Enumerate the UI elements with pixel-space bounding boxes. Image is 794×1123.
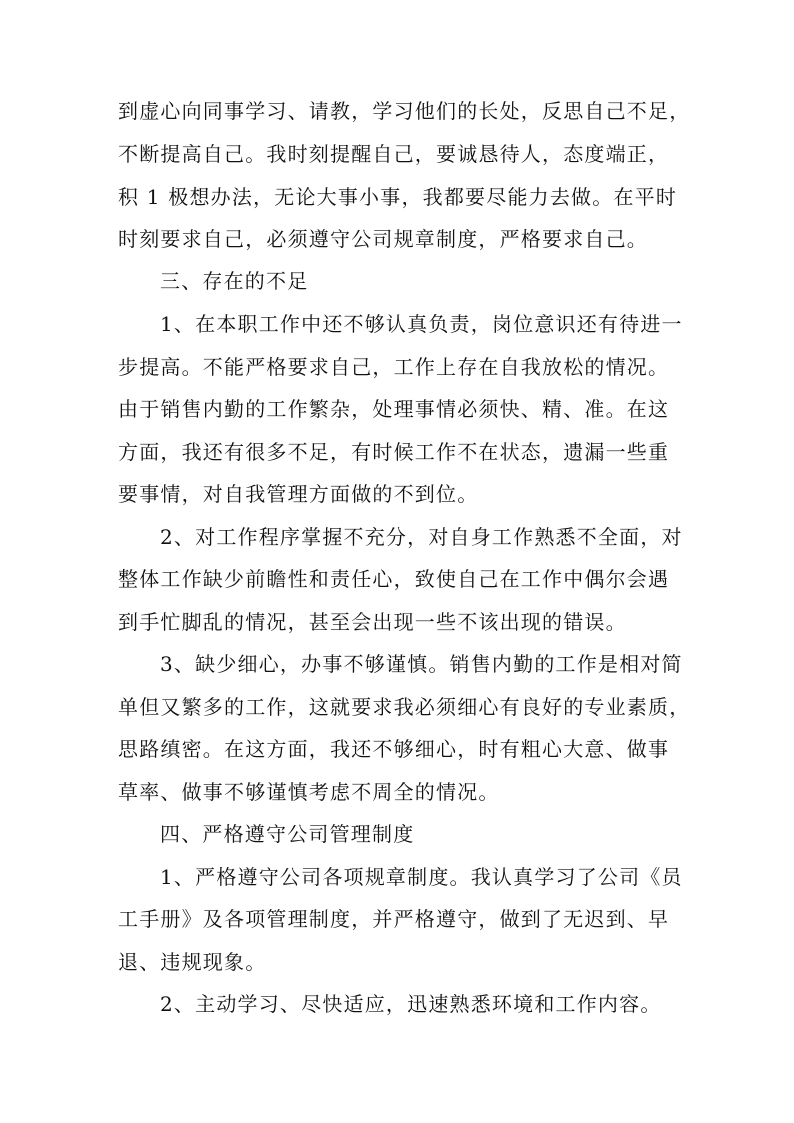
text-line: 积 1 极想办法，无论大事小事，我都要尽能力去做。在平时 [118, 185, 678, 209]
text-line: 草率、做事不够谨慎考虑不周全的情况。 [118, 780, 500, 804]
paragraph-start: 2、对工作程序掌握不充分，对自身工作熟悉不全面，对 [160, 525, 683, 549]
paragraph-start: 1、严格遵守公司各项规章制度。我认真学习了公司《员 [160, 865, 683, 889]
text-line: 不断提高自己。我时刻提醒自己，要诚恳待人，态度端正， [118, 142, 670, 166]
text-line: 要事情，对自我管理方面做的不到位。 [118, 482, 479, 506]
paragraph-start: 3、缺少细心，办事不够谨慎。销售内勤的工作是相对简 [160, 652, 683, 676]
text-line: 单但又繁多的工作，这就要求我必须细心有良好的专业素质， [118, 695, 691, 719]
text-line: 到手忙脚乱的情况，甚至会出现一些不该出现的错误。 [118, 610, 627, 634]
section-heading: 四、严格遵守公司管理制度 [160, 822, 415, 846]
text-line: 到虚心向同事学习、请教，学习他们的长处，反思自己不足， [118, 99, 691, 123]
text-line: 时刻要求自己，必须遵守公司规章制度，严格要求自己。 [118, 227, 648, 251]
text-line: 方面，我还有很多不足，有时候工作不在状态，遗漏一些重 [118, 440, 670, 464]
section-heading: 三、存在的不足 [160, 269, 309, 293]
text-line: 整体工作缺少前瞻性和责任心，致使自己在工作中偶尔会遇 [118, 567, 670, 591]
text-line: 工手册》及各项管理制度，并严格遵守，做到了无迟到、早 [118, 907, 670, 931]
text-line: 步提高。不能严格要求自己，工作上存在自我放松的情况。 [118, 355, 670, 379]
paragraph-start: 2、主动学习、尽快适应，迅速熟悉环境和工作内容。 [160, 992, 662, 1016]
paragraph-start: 1、在本职工作中还不够认真负责，岗位意识还有待进一 [160, 312, 683, 336]
text-line: 退、违规现象。 [118, 950, 267, 974]
text-line: 思路缜密。在这方面，我还不够细心，时有粗心大意、做事 [118, 737, 670, 761]
text-line: 由于销售内勤的工作繁杂，处理事情必须快、精、准。在这 [118, 397, 670, 421]
